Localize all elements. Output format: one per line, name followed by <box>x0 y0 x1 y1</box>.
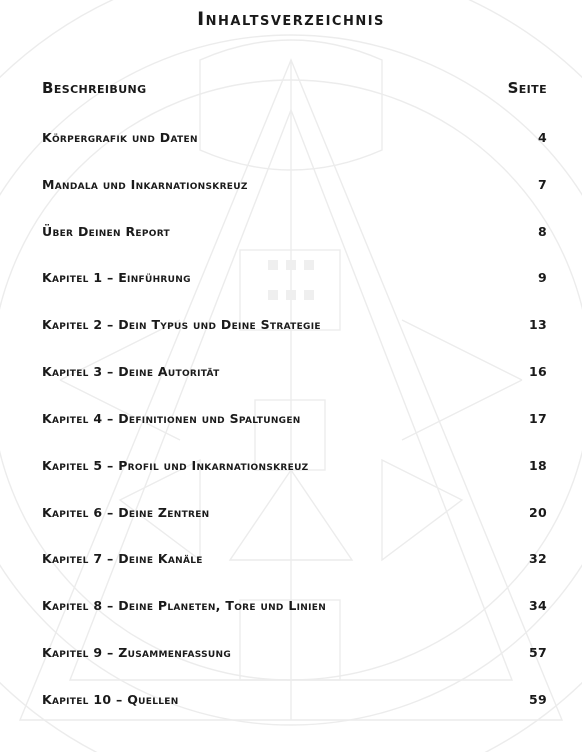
toc-entry-label: Kapitel 10 – Quellen <box>42 692 179 707</box>
toc-entry-label: Kapitel 7 – Deine Kanäle <box>42 551 203 566</box>
toc-entry-label: Kapitel 3 – Deine Autorität <box>42 364 220 379</box>
toc-entry-label: Kapitel 1 – Einführung <box>42 270 191 285</box>
toc-entry-label: Über Deinen Report <box>42 224 170 239</box>
toc-entry-label: Kapitel 5 – Profil und Inkarnationskreuz <box>42 458 309 473</box>
page-title: Inhaltsverzeichnis <box>197 8 385 30</box>
toc-entry-page: 20 <box>529 505 547 520</box>
description-column-label: Beschreibung <box>42 79 147 97</box>
toc-entry-page: 32 <box>529 551 547 566</box>
toc-entry-page: 57 <box>529 645 547 660</box>
toc-entry[interactable] <box>42 598 547 613</box>
toc-entry-label: Körpergrafik und Daten <box>42 130 198 145</box>
toc-entry-page: 13 <box>529 317 547 332</box>
toc-entry-label: Kapitel 6 – Deine Zentren <box>42 505 210 520</box>
toc-entry[interactable] <box>42 224 547 239</box>
toc-entry-label: Kapitel 8 – Deine Planeten, Tore und Linien <box>42 598 327 613</box>
toc-entry-page: 59 <box>529 692 547 707</box>
toc-entry-page: 17 <box>529 411 547 426</box>
toc-entry[interactable] <box>42 317 547 332</box>
toc-entry[interactable] <box>42 270 547 285</box>
toc-entry-label: Kapitel 2 – Dein Typus und Deine Strategie <box>42 317 321 332</box>
toc-entry-page: 34 <box>529 598 547 613</box>
toc-entry-page: 4 <box>538 130 547 145</box>
toc-entry-page: 9 <box>538 270 547 285</box>
toc-entry[interactable] <box>42 551 547 566</box>
toc-entry-page: 16 <box>529 364 547 379</box>
toc-entry[interactable] <box>42 505 547 520</box>
toc-entry[interactable] <box>42 645 547 660</box>
toc-entry-page: 8 <box>538 224 547 239</box>
toc-entry[interactable] <box>42 458 547 473</box>
toc-entry-label: Mandala und Inkarnationskreuz <box>42 177 248 192</box>
toc-entry-label: Kapitel 4 – Definitionen und Spaltungen <box>42 411 301 426</box>
toc-entry-label: Kapitel 9 – Zusammenfassung <box>42 645 232 660</box>
toc-entry[interactable] <box>42 692 547 707</box>
toc-entry[interactable] <box>42 364 547 379</box>
toc-entry[interactable] <box>42 177 547 192</box>
page-column-label: Seite <box>507 79 547 97</box>
toc-entry-page: 18 <box>529 458 547 473</box>
toc-entry-page: 7 <box>538 177 547 192</box>
toc-column-header <box>42 79 547 97</box>
toc-entry[interactable] <box>42 411 547 426</box>
toc-entry[interactable] <box>42 130 547 145</box>
